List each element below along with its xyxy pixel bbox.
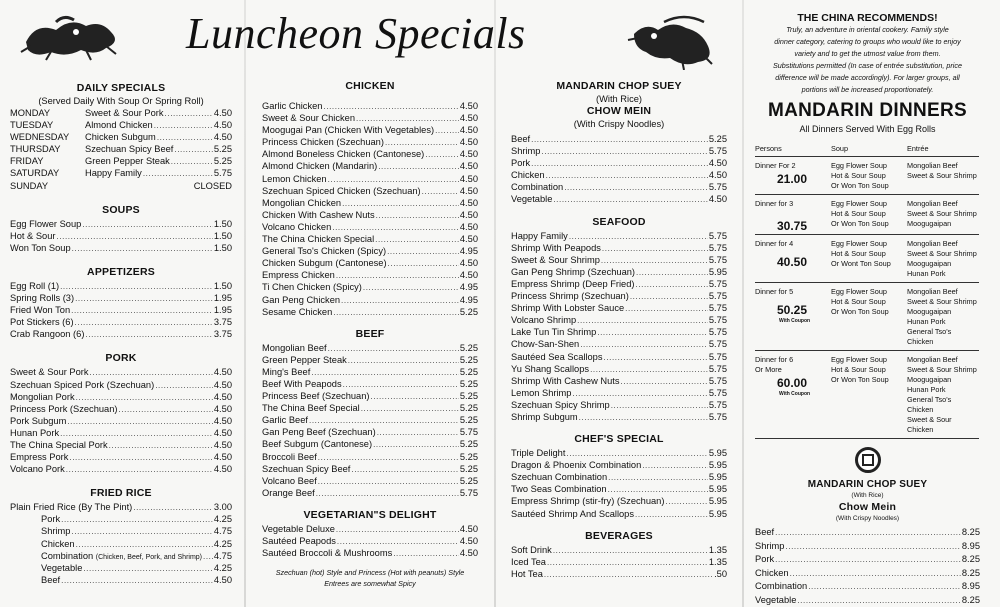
menu-item: Beef Subgum (Cantonese) ..... 5.25 <box>262 438 478 450</box>
dinner-price: 50.25 <box>777 303 808 317</box>
section-heading: SEAFOOD <box>592 215 646 228</box>
menu-item: Ming's Beef ..... 5.25 <box>262 366 478 378</box>
menu-item: Gan Peng Chicken ..... 4.95 <box>262 294 478 306</box>
section-heading: CHOW MEIN <box>586 105 652 117</box>
menu-item: Lake Tun Tin Shrimp ..... 5.75 <box>511 326 727 338</box>
menu-item: Szechuan Spicy Shrimp ..... 5.75 <box>511 399 727 411</box>
restaurant-emblem-icon <box>855 447 881 473</box>
vegetarian-section <box>262 509 478 589</box>
menu-item: Happy Family ..... 5.75 <box>511 230 727 242</box>
fold-line <box>494 0 496 607</box>
menu-item: Beef ..... 5.25 <box>511 133 727 145</box>
coupon-note: With Coupon <box>779 318 811 324</box>
table-row: Dinner For 2 21.00 Egg Flower Soup Hot & Sour Soup Or Won Ton Soup Mongolian Beef Sweet & Sour Shrimp <box>755 157 979 195</box>
dinner-price: 21.00 <box>777 172 808 186</box>
menu-item: Sweet & Sour Chicken ..... 4.50 <box>262 112 478 124</box>
dinner-price: 40.50 <box>777 255 808 269</box>
menu-item: Chicken ..... 4.50 <box>511 169 727 181</box>
section-heading: CHICKEN <box>345 80 395 92</box>
menu-item: Pork ..... 8.25 <box>755 553 980 567</box>
menu-item: Princess Pork (Szechuan) ..... 4.50 <box>10 403 232 415</box>
menu-item: Sautéed Shrimp And Scallops ..... 5.95 <box>511 508 727 520</box>
section-heading: BEVERAGES <box>585 529 653 542</box>
menu-item: Sautéed Peapods ..... 4.50 <box>262 535 478 547</box>
menu-item: Won Ton Soup ..... 1.50 <box>10 242 232 254</box>
section-subtitle: (With Rice) <box>596 94 642 104</box>
menu-item: Sweet & Sour Pork ..... 4.50 <box>10 366 232 378</box>
section-subtitle: (Served Daily With Soup Or Spring Roll) <box>38 96 204 106</box>
table-row: Dinner for 6 Or More 60.00 With Coupon Egg Flower Soup Hot & Sour Soup Or Won Ton Soup Mongolian Beef Sweet & Sour Shrimp Moogugaipan Hunan Pork General Tso's Chicken Sweet & Sour Chicken <box>755 351 979 439</box>
section-heading: FRIED RICE <box>90 487 152 500</box>
menu-item: Fried Won Ton ..... 1.95 <box>10 304 232 316</box>
menu-item: Broccoli Beef ..... 5.25 <box>262 451 478 463</box>
spicy-note: Szechuan (hot) Style and Princess (Hot with peanuts) Style <box>275 568 465 578</box>
menu-item: Chow-San-Shen ..... 5.75 <box>511 338 727 350</box>
menu-item: WEDNESDAY Chicken Subgum ..... 4.50 <box>10 131 232 143</box>
section-subtitle: (With Crispy Noodles) <box>573 119 665 129</box>
menu-item: Chicken Subgum (Cantonese) ..... 4.50 <box>262 257 478 269</box>
menu-item: Princess Chicken (Szechuan) ..... 4.50 <box>262 136 478 148</box>
menu-item: Sautéed Sea Scallops ..... 5.75 <box>511 351 727 363</box>
recommends-line: portions will be increased proportionately. <box>801 85 934 94</box>
section-heading: MANDARIN CHOP SUEY <box>807 479 928 490</box>
menu-item: Almond Boneless Chicken (Cantonese) ..... 4.50 <box>262 148 478 160</box>
section-heading: VEGETARIAN"S DELIGHT <box>303 508 437 521</box>
section-heading: THE CHINA RECOMMENDS! <box>797 12 938 24</box>
menu-item: Chicken ..... 8.25 <box>755 567 980 581</box>
recommends-line: Substitutions permitted (In case of entrée substitution, price <box>773 61 962 70</box>
menu-item: Spring Rolls (3) ..... 1.95 <box>10 292 232 304</box>
menu-item: Beef ..... 4.50 <box>10 574 232 586</box>
menu-item: TUESDAY Almond Chicken ..... 4.50 <box>10 119 232 131</box>
menu-item: Pot Stickers (6) ..... 3.75 <box>10 316 232 328</box>
menu-item: Shrimp With Peapods ..... 5.75 <box>511 242 727 254</box>
recommends-section <box>755 12 980 96</box>
menu-item: The China Beef Special ..... 5.25 <box>262 402 478 414</box>
section-heading: PORK <box>105 352 137 365</box>
menu-item: Ti Chen Chicken (Spicy) ..... 4.95 <box>262 281 478 293</box>
menu-item: Hot Tea ..... .50 <box>511 568 727 580</box>
dinner-price: 60.00 <box>777 376 808 390</box>
section-heading: SOUPS <box>102 203 140 216</box>
chop-suey-dinner-section <box>755 479 980 607</box>
section-subtitle: (With Crispy Noodles) <box>835 515 900 522</box>
menu-item: Vegetable Deluxe ..... 4.50 <box>262 523 478 535</box>
section-heading: APPETIZERS <box>87 265 155 278</box>
mandarin-dinners-subtitle: All Dinners Served With Egg Rolls <box>799 124 936 134</box>
menu-item: Vegetable ..... 4.25 <box>10 562 232 574</box>
section-heading: CHEF'S SPECIAL <box>574 433 664 446</box>
menu-item: Two Seas Combination ..... 5.95 <box>511 483 727 495</box>
menu-item: Gan Peng Beef (Szechuan) ..... 5.75 <box>262 426 478 438</box>
menu-item: Iced Tea ..... 1.35 <box>511 556 727 568</box>
column-3 <box>511 80 727 580</box>
menu-item: Shrimp Subgum ..... 5.75 <box>511 411 727 423</box>
menu-item: SUNDAY CLOSED <box>10 180 232 191</box>
menu-item: Gan Peng Shrimp (Szechuan) ..... 5.95 <box>511 266 727 278</box>
section-heading: Chow Mein <box>838 501 897 513</box>
page-title: Luncheon Specials <box>186 9 526 58</box>
menu-item: Mongolian Chicken ..... 4.50 <box>262 197 478 209</box>
column-header: Persons <box>755 142 831 157</box>
menu-item: Crab Rangoon (6) ..... 3.75 <box>10 328 232 340</box>
soups-section <box>10 204 232 254</box>
menu-item: Sautéed Broccoli & Mushrooms ..... 4.50 <box>262 547 478 559</box>
menu-item: Shrimp With Cashew Nuts ..... 5.75 <box>511 375 727 387</box>
menu-item: Beef ..... 8.25 <box>755 526 980 540</box>
menu-item: Volcano Shrimp ..... 5.75 <box>511 314 727 326</box>
menu-item: Egg Roll (1) ..... 1.50 <box>10 280 232 292</box>
menu-item: Empress Chicken ..... 4.50 <box>262 269 478 281</box>
coupon-note: With Coupon <box>779 391 811 397</box>
menu-item: Shrimp With Lobster Sauce ..... 5.75 <box>511 302 727 314</box>
menu-item: Szechuan Spiced Pork (Szechuan) ..... 4.50 <box>10 379 232 391</box>
column-header: Entrée <box>907 142 979 157</box>
section-subtitle: (With Rice) <box>851 492 884 499</box>
fold-line <box>244 0 246 607</box>
menu-item: General Tso's Chicken (Spicy) ..... 4.95 <box>262 245 478 257</box>
menu-item: Pork Subgum ..... 4.50 <box>10 415 232 427</box>
dinners-table <box>755 142 979 439</box>
menu-item: Chicken ..... 4.25 <box>10 538 232 550</box>
menu-item: Triple Delight ..... 5.95 <box>511 447 727 459</box>
menu-item: Shrimp ..... 8.95 <box>755 540 980 554</box>
beef-section <box>262 328 478 499</box>
menu-item: Garlic Chicken ..... 4.50 <box>262 100 478 112</box>
recommends-line: difference will be made accordingly). For larger groups, all <box>775 73 960 82</box>
seafood-section <box>511 216 727 424</box>
dinner-price: 30.75 <box>777 219 808 233</box>
pork-section <box>10 352 232 475</box>
menu-item: Empress Shrimp (stir-fry) (Szechuan) ..... 5.95 <box>511 495 727 507</box>
menu-item: The China Chicken Special ..... 4.50 <box>262 233 478 245</box>
menu-item: Empress Shrimp (Deep Fried) ..... 5.75 <box>511 278 727 290</box>
menu-item: Dragon & Phoenix Combination ..... 5.95 <box>511 459 727 471</box>
menu-item: Volcano Beef ..... 5.25 <box>262 475 478 487</box>
table-row: Dinner for 4 40.50 Egg Flower Soup Hot & Sour Soup Or Wont Ton Soup Mongolian Beef Sweet & Sour Shrimp Moogugaipan Hunan Pork <box>755 235 979 283</box>
menu-item: Hot & Sour ..... 1.50 <box>10 230 232 242</box>
section-heading: MANDARIN CHOP SUEY <box>556 80 682 92</box>
fried-rice-section <box>10 487 232 586</box>
menu-item: Moogugai Pan (Chicken With Vegetables) ..... 4.50 <box>262 124 478 136</box>
menu-item: Garlic Beef ..... 5.25 <box>262 414 478 426</box>
menu-item: Lemon Shrimp ..... 5.75 <box>511 387 727 399</box>
recommends-line: variety and to get the utmost value from them. <box>794 49 941 58</box>
chicken-section <box>262 80 478 318</box>
menu-item: Vegetable ..... 8.25 <box>755 594 980 607</box>
menu-item: Combination ..... 5.75 <box>511 181 727 193</box>
menu-item: Pork ..... 4.25 <box>10 513 232 525</box>
menu-item: Combination (Chicken, Beef, Pork, and Shrimp) ..... 4.75 <box>10 550 232 562</box>
fold-line <box>742 0 744 607</box>
daily-specials-section <box>10 82 232 192</box>
menu-item: Volcano Pork ..... 4.50 <box>10 463 232 475</box>
mandarin-dinners-title: MANDARIN DINNERS <box>767 100 968 121</box>
dragon-illustration-right <box>624 14 719 70</box>
menu-item: Orange Beef ..... 5.75 <box>262 487 478 499</box>
section-heading: DAILY SPECIALS <box>76 82 166 94</box>
menu-item: Mongolian Pork ..... 4.50 <box>10 391 232 403</box>
menu-item: Yu Shang Scallops ..... 5.75 <box>511 363 727 375</box>
menu-item: Hunan Pork ..... 4.50 <box>10 427 232 439</box>
menu-item: Lemon Chicken ..... 4.50 <box>262 173 478 185</box>
menu-item: MONDAY Sweet & Sour Pork ..... 4.50 <box>10 107 232 119</box>
menu-item: Princess Shrimp (Szechuan) ..... 5.75 <box>511 290 727 302</box>
menu-item: Soft Drink ..... 1.35 <box>511 544 727 556</box>
menu-item: Almond Chicken (Mandarin) ..... 4.50 <box>262 160 478 172</box>
menu-item: Volcano Chicken ..... 4.50 <box>262 221 478 233</box>
menu-item: Sweet & Sour Shrimp ..... 5.75 <box>511 254 727 266</box>
column-header: Soup <box>831 142 907 157</box>
menu-item: Combination ..... 8.95 <box>755 580 980 594</box>
menu-item: Mongolian Beef ..... 5.25 <box>262 342 478 354</box>
menu-item: Szechuan Combination ..... 5.95 <box>511 471 727 483</box>
column-4 <box>755 12 980 607</box>
chefs-special-section <box>511 433 727 520</box>
chop-suey-lunch-section <box>511 80 727 206</box>
menu-item: Shrimp ..... 5.75 <box>511 145 727 157</box>
column-1 <box>10 82 232 586</box>
recommends-line: dinner category, catering to groups who would like to enjoy <box>774 37 961 46</box>
spicy-note: Entrees are somewhat Spicy <box>324 579 416 589</box>
menu-item: THURSDAY Szechuan Spicy Beef ..... 5.25 <box>10 143 232 155</box>
menu-item: Egg Flower Soup ..... 1.50 <box>10 218 232 230</box>
menu-item: Shrimp ..... 4.75 <box>10 525 232 537</box>
menu-item: Green Pepper Steak ..... 5.25 <box>262 354 478 366</box>
menu-item: FRIDAY Green Pepper Steak ..... 5.25 <box>10 155 232 167</box>
beverages-section <box>511 530 727 580</box>
menu-item: Pork ..... 4.50 <box>511 157 727 169</box>
recommends-line: Truly, an adventure in oriental cookery. Family style <box>786 25 949 34</box>
table-row: Dinner for 5 50.25 With Coupon Egg Flower Soup Hot & Sour Soup Or Won Ton Soup Mongolian Beef Sweet & Sour Shrimp Moogugaipan Hunan Pork General Tso's Chicken <box>755 283 979 351</box>
table-header-row <box>755 142 979 157</box>
section-heading: BEEF <box>355 327 385 340</box>
dragon-illustration-left <box>16 12 126 64</box>
menu-item: The China Special Pork ..... 4.50 <box>10 439 232 451</box>
menu-item: Plain Fried Rice (By The Pint) ..... 3.00 <box>10 501 232 513</box>
menu-item: Sesame Chicken ..... 5.25 <box>262 306 478 318</box>
menu-item: Chicken With Cashew Nuts ..... 4.50 <box>262 209 478 221</box>
menu-item: Vegetable ..... 4.50 <box>511 193 727 205</box>
menu-item: Empress Pork ..... 4.50 <box>10 451 232 463</box>
menu-item: Szechuan Spicy Beef ..... 5.25 <box>262 463 478 475</box>
table-row: Dinner for 3 30.75 Egg Flower Soup Hot & Sour Soup Or Won Ton Soup Mongolian Beef Sweet & Sour Shrimp Moogugaipan <box>755 195 979 235</box>
menu-item: Szechuan Spiced Chicken (Szechuan) ..... 4.50 <box>262 185 478 197</box>
item-note: (Chicken, Beef, Pork, and Shrimp) <box>95 553 203 561</box>
column-2 <box>262 80 478 589</box>
menu-item: SATURDAY Happy Family ..... 5.75 <box>10 167 232 179</box>
menu-item: Princess Beef (Szechuan) ..... 5.25 <box>262 390 478 402</box>
menu-item: Beef With Peapods ..... 5.25 <box>262 378 478 390</box>
appetizers-section <box>10 266 232 340</box>
